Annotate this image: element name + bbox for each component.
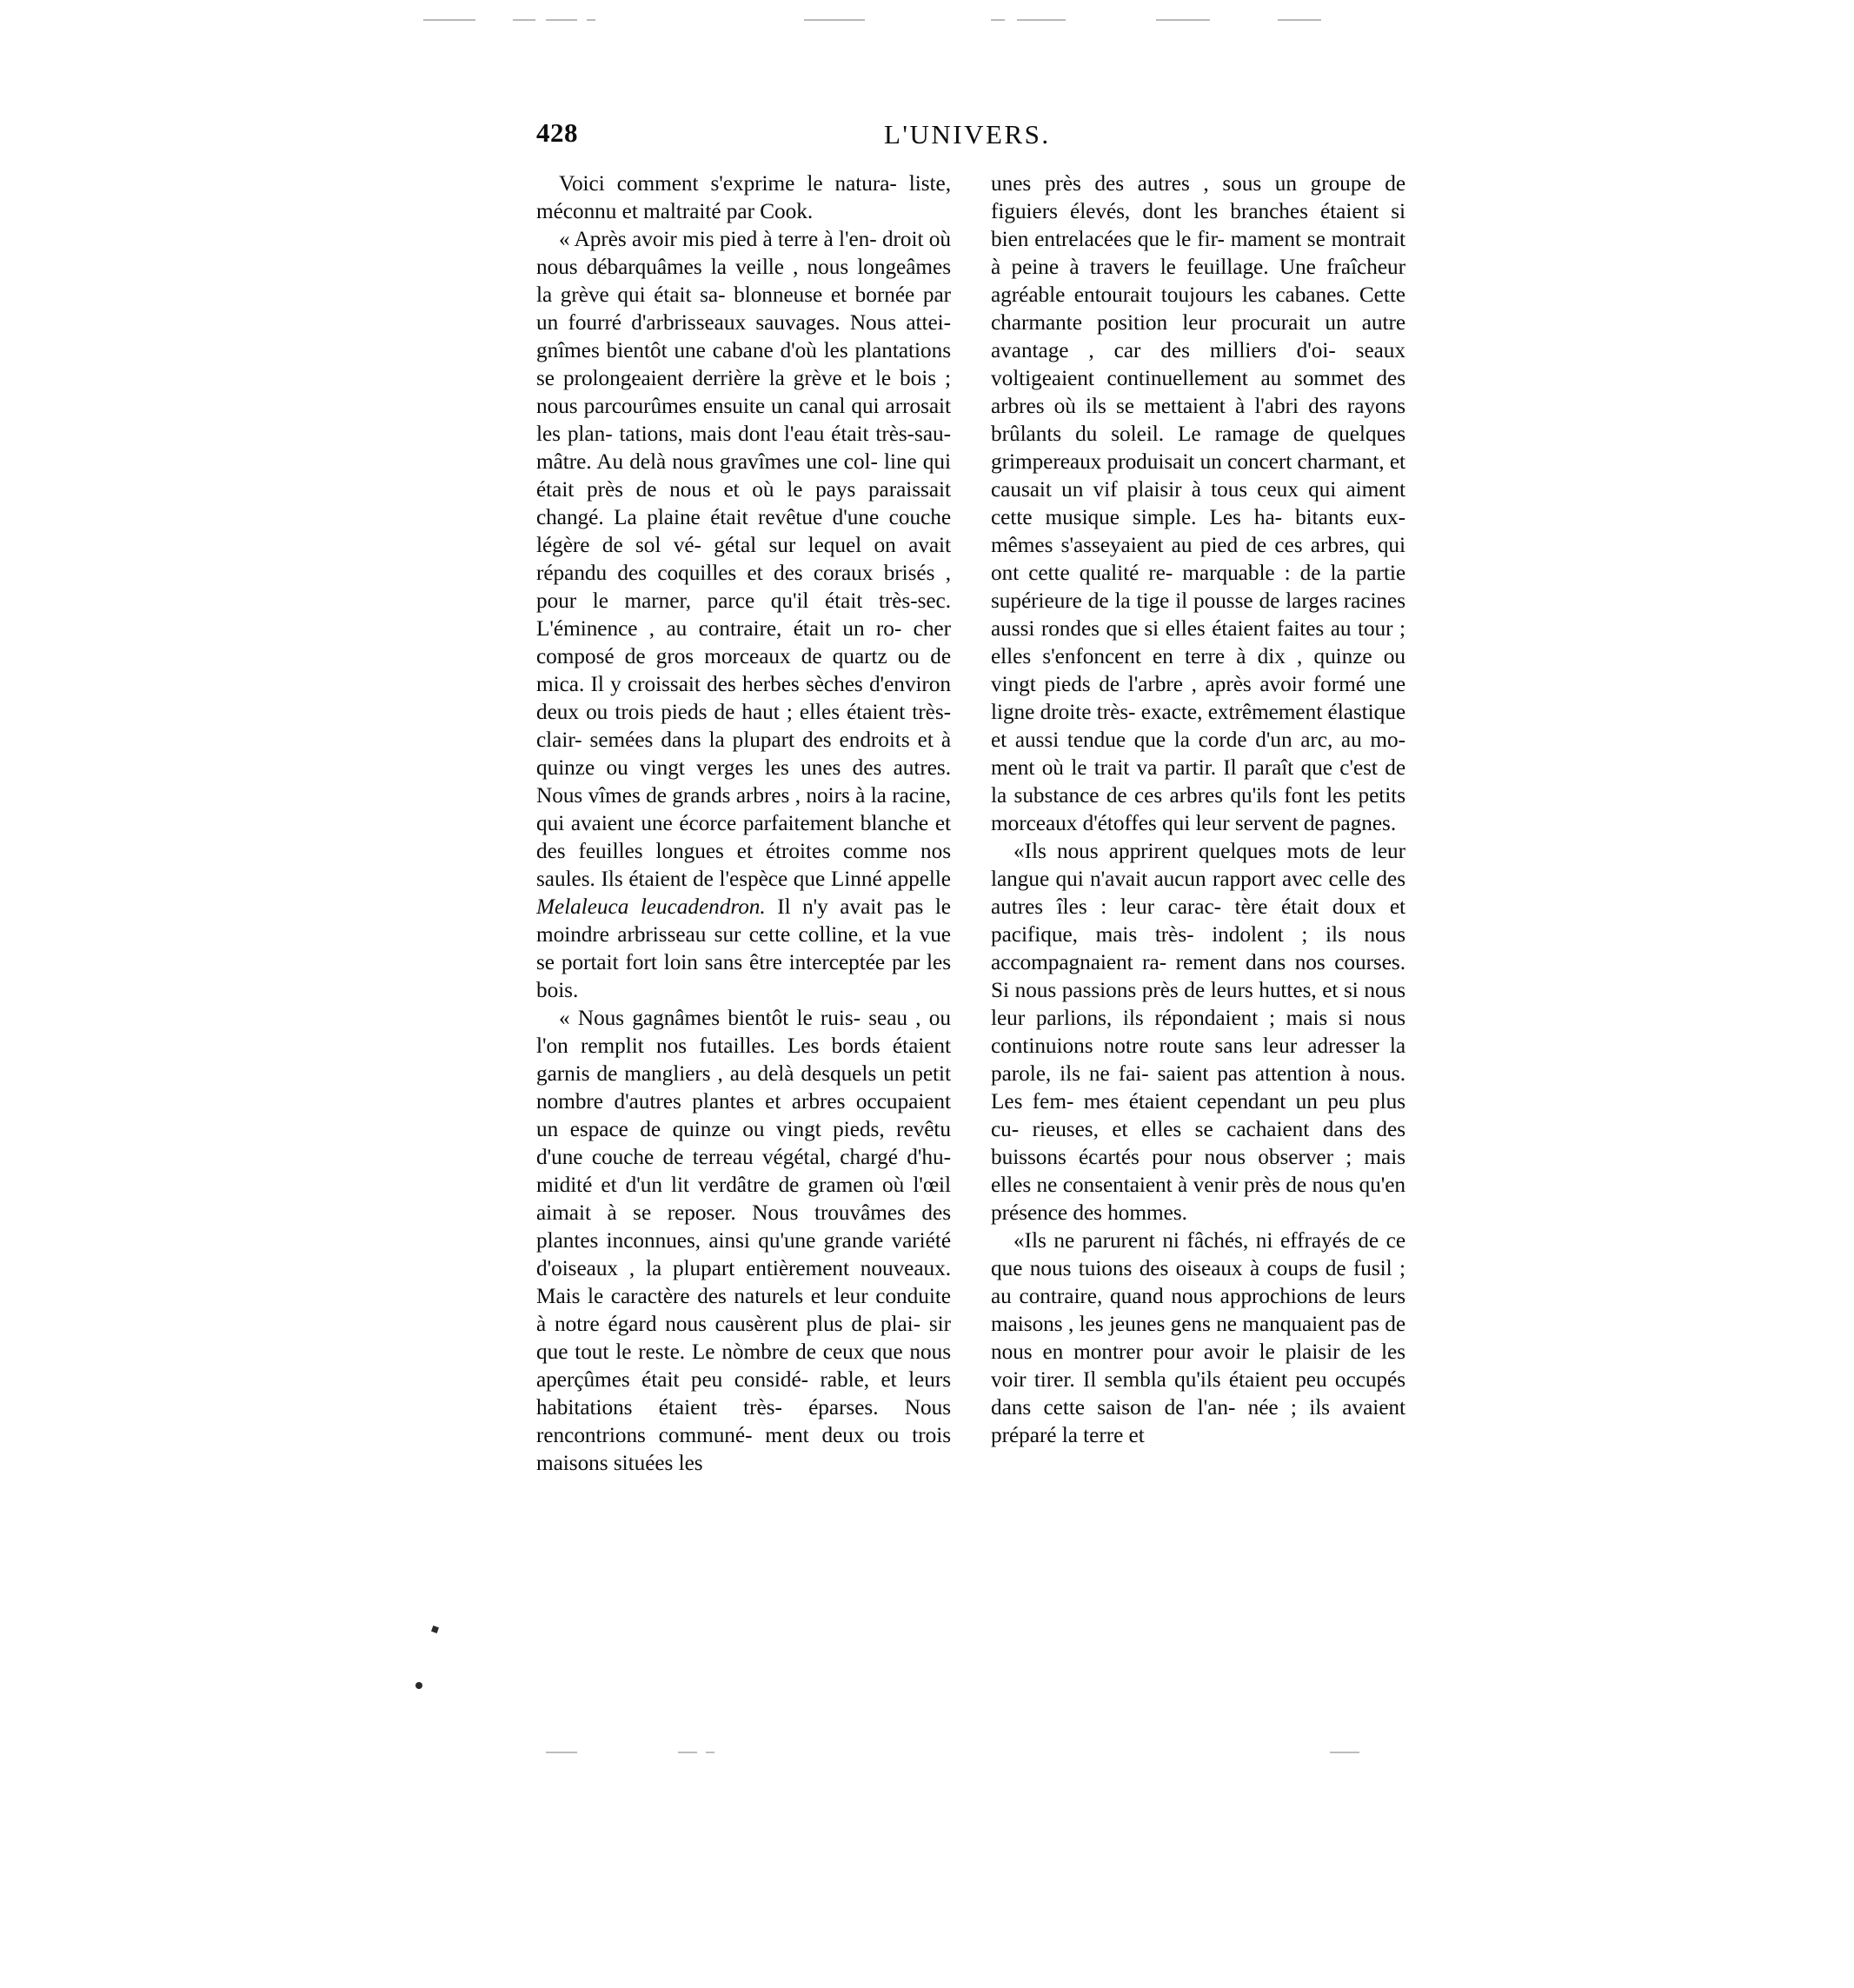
page-content — [536, 117, 1405, 1477]
ink-speck — [415, 1682, 422, 1689]
paragraph: «Ils nous apprirent quelques mots de leur langue qui n'avait aucun rapport avec celle des autres îles : leur carac- tère était doux et pacifique, mais très- indolent ; ils nous accompagnaient ra- rement dans nos courses. Si nous passions près de leurs huttes, et si nous leur parlions, ils répondaient ; mais si nous continuions notre route sans leur adresser la parole, ils ne fai- saient pas attention à nous. Les fem- mes étaient cependant un peu plus cu- rieuses, et elles se cachaient dans des buissons écartés pour nous observer ; mais elles ne consentaient à venir près de nous qu'en présence des hommes. — [991, 839, 1405, 1225]
species-name: Melaleuca leucadendron. — [536, 894, 766, 919]
page-header — [536, 117, 1405, 161]
paragraph: unes près des autres , sous un groupe de figuiers élevés, dont les branches étaient si bien entrelacées que le fir- mament se montrait à peine à travers le feuillage. Une fraîcheur agréable entourait toujours les cabanes. Cette charmante position leur procurait un autre avantage , car des milliers d'oi- seaux voltigeaient continuellement au sommet des arbres où ils se mettaient à l'abri des rayons brûlants du soleil. Le ramage de quelques grimpereaux produisait un concert charmant, et causait un vif plaisir à tous ceux qui aiment cette musique simple. Les ha- bitants eux-mêmes s'asseyaient au pied de ces arbres, qui ont cette qualité re- marquable : de la partie supérieure de la tige il pousse de larges racines aussi rondes que si elles étaient faites au tour ; elles s'enfoncent en terre à dix , quinze ou vingt pieds de l'arbre , après avoir formé une ligne droite très- exacte, extrêmement élastique et aussi tendue que la corde d'un arc, au mo- ment où le trait va partir. Il paraît que c'est de la substance de ces arbres qu'ils font les petits morceaux d'étoffes qui leur servent de pagnes. — [991, 171, 1405, 835]
ink-speck — [431, 1626, 439, 1633]
paragraph-tail: Il n'y avait pas le moindre arbrisseau sur cette colline, et la vue se portait fort loin sans être interceptée par les bois. — [536, 894, 951, 1002]
scan-artifact-marks-top — [0, 19, 1854, 31]
two-column-body — [536, 170, 1405, 1477]
paragraph: «Ils ne parurent ni fâchés, ni effrayés de ce que nous tuions des oiseaux à coups de fusil ; au contraire, quand nous approchions de leurs maisons , les jeunes gens ne manquaient pas de nous en montrer pour avoir le plaisir de les voir tirer. Il sembla qu'ils étaient peu occupés dans cette saison de l'an- née ; ils avaient préparé la terre et — [991, 1228, 1405, 1447]
left-column — [536, 170, 951, 1477]
paragraph-text: « Après avoir mis pied à terre à l'en- droit où nous débarquâmes la veille , nous longeâmes la grève qui était sa- blonneuse et bornée par un fourré d'arbrisseaux sauvages. Nous attei- gnîmes bientôt une cabane d'où les plantations se prolongeaient derrière la grève et le bois ; nous parcourûmes ensuite un canal qui arrosait les plan- tations, mais dont l'eau était très-sau- mâtre. Au delà nous gravîmes une col- line qui était près de nous et où le pays paraissait changé. La plaine était revêtue d'une couche légère de sol vé- gétal sur lequel on avait répandu des coquilles et des coraux brisés , pour le marner, parce qu'il était très-sec. L'éminence , au contraire, était un ro- cher composé de gros morceaux de quartz ou de mica. Il y croissait des herbes sèches d'environ deux ou trois pieds de haut ; elles étaient très-clair- semées dans la plupart des endroits et à quinze ou vingt verges les unes des autres. Nous vîmes de grands arbres , noirs à la racine, qui avaient une écorce parfaitement blanche et des feuilles longues et étroites comme nos saules. Ils étaient de l'espèce que Linné appelle — [536, 227, 951, 891]
scan-artifact-marks-bottom — [0, 1752, 1854, 1760]
page-number: 428 — [536, 117, 578, 148]
paragraph: Voici comment s'exprime le natura- liste, méconnu et maltraité par Cook. — [536, 171, 951, 223]
right-column — [991, 170, 1405, 1477]
running-title: L'UNIVERS. — [884, 119, 1051, 150]
paragraph — [536, 225, 951, 1004]
paragraph: « Nous gagnâmes bientôt le ruis- seau , ou l'on remplit nos futailles. Les bords étaient garnis de mangliers , au delà desquels un petit nombre d'autres plantes et arbres occupaient un espace de quinze ou vingt pieds, revêtu d'une couche de terreau végétal, chargé d'hu- midité et d'un lit verdâtre de gramen où l'œil aimait à se reposer. Nous trouvâmes des plantes inconnues, ainsi qu'une grande variété d'oiseaux , la plupart entièrement nouveaux. Mais le caractère des naturels et leur conduite à notre égard nous causèrent plus de plai- sir que tout le reste. Le nòmbre de ceux que nous aperçûmes était peu considé- rable, et leurs habitations étaient très- éparses. Nous rencontrions communé- ment deux ou trois maisons situées les — [536, 1006, 951, 1475]
